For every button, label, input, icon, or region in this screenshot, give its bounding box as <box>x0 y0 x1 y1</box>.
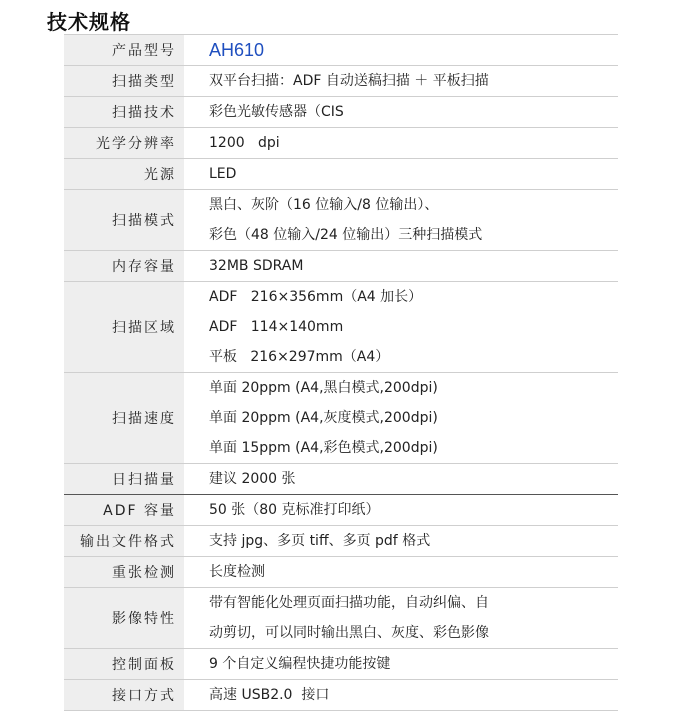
spec-value-line: 黑白、灰阶（16 位输入/8 位输出）、 <box>209 197 439 213</box>
spec-row-scan-mode <box>64 190 618 251</box>
spec-value <box>184 464 618 494</box>
spec-row-interface <box>64 680 618 711</box>
spec-row-daily-volume <box>64 464 618 495</box>
spec-value-line: ADF 114×140mm <box>209 319 344 335</box>
spec-label: 内存容量 <box>64 251 184 281</box>
spec-value <box>184 526 618 556</box>
spec-value-line: 9 个自定义编程快捷功能按键 <box>209 656 391 672</box>
spec-value-line: 单面 20ppm (A4,灰度模式,200dpi) <box>209 410 438 426</box>
spec-label: 重张检测 <box>64 557 184 587</box>
spec-label: 影像特性 <box>64 588 184 648</box>
spec-value <box>184 97 618 127</box>
spec-value-line: 50 张（80 克标准打印纸） <box>209 502 380 518</box>
spec-value-line: 双平台扫描：ADF 自动送稿扫描 ＋ 平板扫描 <box>209 73 489 89</box>
model-number: AH610 <box>209 40 265 60</box>
spec-value-line: 长度检测 <box>209 564 265 580</box>
spec-value-line: 建议 2000 张 <box>209 471 296 487</box>
spec-value-line: ADF 216×356mm（A4 加长） <box>209 289 423 305</box>
spec-label: 光学分辨率 <box>64 128 184 158</box>
spec-value <box>184 680 618 710</box>
spec-value-line: 单面 15ppm (A4,彩色模式,200dpi) <box>209 440 438 456</box>
spec-value <box>184 588 618 648</box>
spec-label: 日扫描量 <box>64 464 184 494</box>
spec-row-scan-speed <box>64 373 618 464</box>
spec-value-line: 单面 20ppm (A4,黑白模式,200dpi) <box>209 380 438 396</box>
spec-label: 扫描模式 <box>64 190 184 250</box>
spec-row-control-panel <box>64 649 618 680</box>
spec-value-line: 彩色（48 位输入/24 位输出）三种扫描模式 <box>209 227 483 243</box>
spec-value <box>184 35 618 65</box>
spec-row-output-format <box>64 526 618 557</box>
spec-value-line: 带有智能化处理页面扫描功能，自动纠偏、自 <box>209 595 489 611</box>
spec-row-model <box>64 35 618 66</box>
spec-row-light-source <box>64 159 618 190</box>
spec-value <box>184 557 618 587</box>
spec-value <box>184 495 618 525</box>
spec-value-line: LED <box>209 166 237 182</box>
spec-value-line: 动剪切，可以同时输出黑白、灰度、彩色影像 <box>209 625 489 641</box>
spec-value <box>184 649 618 679</box>
spec-value <box>184 251 618 281</box>
spec-value-line: 支持 jpg、多页 tiff、多页 pdf 格式 <box>209 533 431 549</box>
spec-row-scan-tech <box>64 97 618 128</box>
spec-value-line: 彩色光敏传感器（CIS <box>209 104 344 120</box>
spec-row-memory <box>64 251 618 282</box>
spec-value <box>184 128 618 158</box>
spec-row-double-feed <box>64 557 618 588</box>
spec-row-scan-area <box>64 282 618 373</box>
spec-value <box>184 190 618 250</box>
spec-label: 控制面板 <box>64 649 184 679</box>
spec-row-image-features <box>64 588 618 649</box>
spec-value-line: 1200 dpi <box>209 135 280 151</box>
spec-row-resolution <box>64 128 618 159</box>
spec-value-line: 平板 216×297mm（A4） <box>209 349 390 365</box>
spec-label: 扫描技术 <box>64 97 184 127</box>
spec-value <box>184 159 618 189</box>
spec-value <box>184 66 618 96</box>
spec-label: 扫描速度 <box>64 373 184 463</box>
spec-value-line: 高速 USB2.0 接口 <box>209 687 330 703</box>
spec-value <box>184 282 618 372</box>
spec-label: 扫描区域 <box>64 282 184 372</box>
spec-row-adf-capacity <box>64 495 618 526</box>
spec-value-line: 32MB SDRAM <box>209 258 304 274</box>
spec-label: ADF 容量 <box>64 495 184 525</box>
spec-row-scan-type <box>64 66 618 97</box>
spec-table <box>64 34 618 711</box>
page-title: 技术规格 <box>47 10 131 34</box>
spec-label: 接口方式 <box>64 680 184 710</box>
spec-value <box>184 373 618 463</box>
spec-label: 输出文件格式 <box>64 526 184 556</box>
spec-label: 光源 <box>64 159 184 189</box>
spec-label: 扫描类型 <box>64 66 184 96</box>
spec-label: 产品型号 <box>64 35 184 65</box>
